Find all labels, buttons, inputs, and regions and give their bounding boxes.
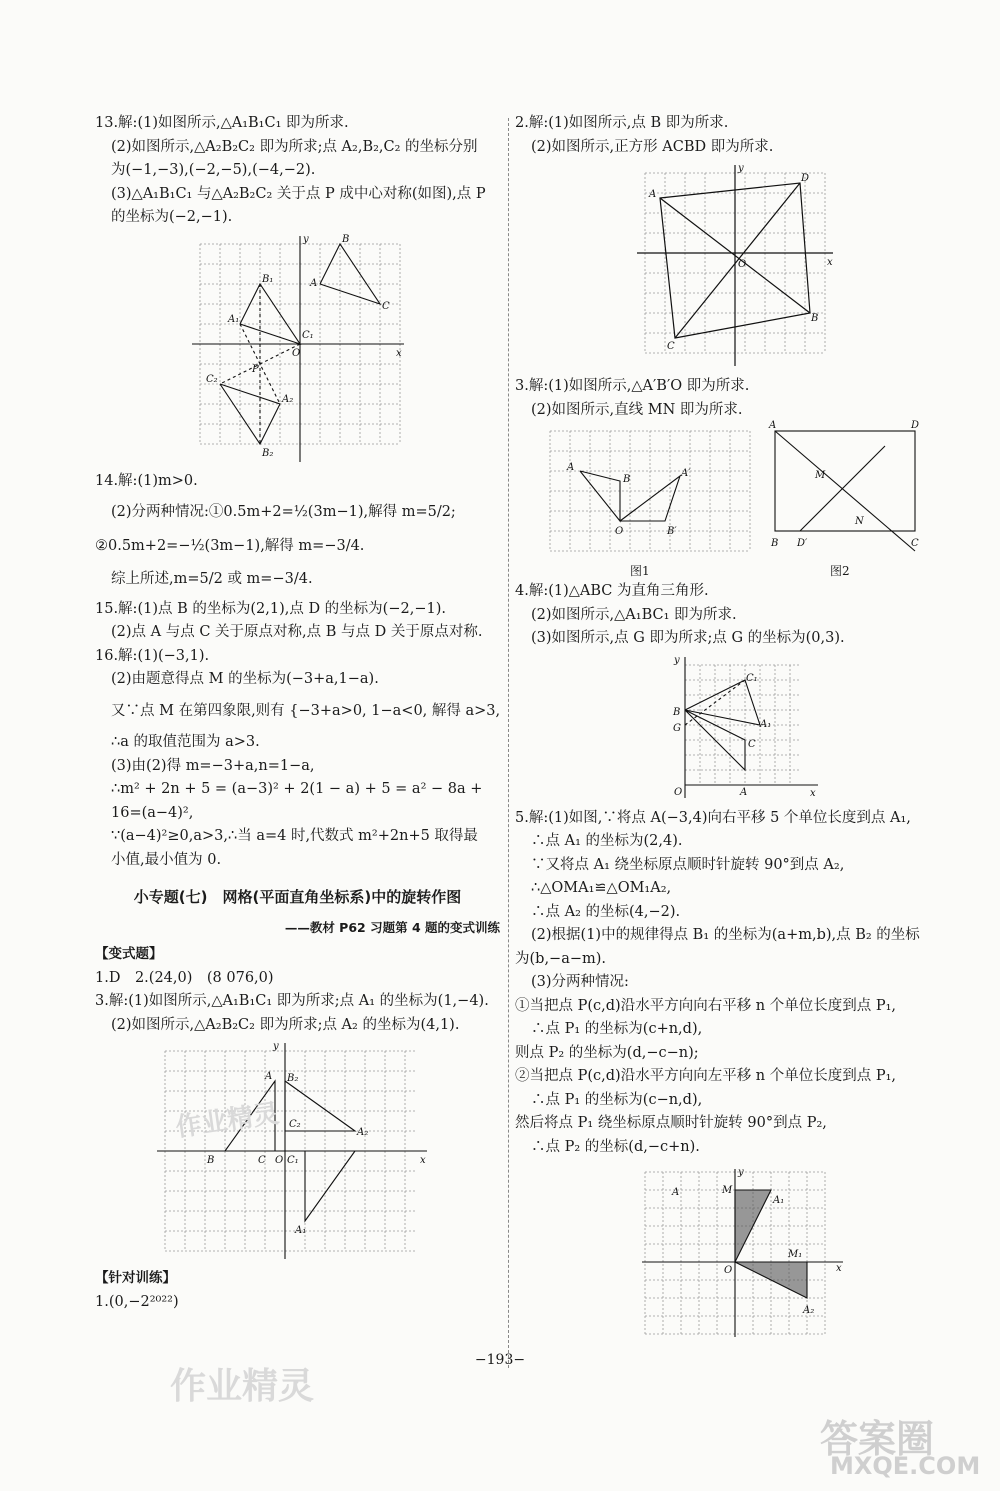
svg-text:A₂: A₂ <box>357 1127 369 1138</box>
svg-text:O: O <box>292 347 301 359</box>
r5-line-5: ∴点 A₂ 的坐标(4,−2). <box>531 903 681 920</box>
r5-line-13: ∴点 P₁ 的坐标为(c−n,d), <box>531 1091 703 1108</box>
r5-figure <box>640 1167 925 1342</box>
svg-text:O: O <box>275 1155 284 1166</box>
r2-figure <box>635 163 925 371</box>
svg-text:O: O <box>615 526 624 537</box>
svg-text:C₁: C₁ <box>287 1155 299 1166</box>
r3-line-2: (2)如图所示,直线 MN 即为所求. <box>531 401 743 418</box>
svg-text:x: x <box>836 1263 842 1274</box>
variant-line-1: 1.D 2.(24,0) (8 076,0) <box>95 969 274 986</box>
right-column <box>515 112 925 1346</box>
svg-text:D′: D′ <box>797 538 808 549</box>
svg-text:O: O <box>674 786 683 798</box>
q16-line-5: (3)由(2)得 m=−3+a,n=1−a, <box>111 757 315 774</box>
svg-text:y: y <box>738 1167 744 1178</box>
r5-line-14: 然后将点 P₁ 绕坐标原点顺时针旋转 90°到点 P₂, <box>515 1115 827 1131</box>
r4-figure <box>670 655 925 803</box>
q15-line-2: (2)点 A 与点 C 关于原点对称,点 B 与点 D 关于原点对称. <box>111 624 483 640</box>
svg-text:A₁: A₁ <box>228 313 240 325</box>
q13-line-5: 的坐标为(−2,−1). <box>111 209 233 225</box>
r5-line-9: ①当把点 P(c,d)沿水平方向向右平移 n 个单位长度到点 P₁, <box>515 997 897 1014</box>
svg-text:O: O <box>724 1265 733 1276</box>
tag-training: 【针对训练】 <box>95 1270 176 1286</box>
r5-line-7: 为(b,−a−m). <box>515 950 607 967</box>
svg-text:x: x <box>810 787 816 799</box>
svg-text:A₂: A₂ <box>803 1305 815 1316</box>
svg-text:B: B <box>623 474 631 485</box>
svg-text:x: x <box>420 1155 426 1166</box>
section-subtitle: ——教材 P62 习题第 4 题的变式训练 <box>284 919 500 935</box>
watermark-url: MXQE.COM <box>830 1452 981 1480</box>
column-divider <box>508 118 509 1368</box>
q14-line-2: (2)分两种情况:①0.5m+2=½(3m−1),解得 m=5/2; <box>111 504 456 520</box>
svg-text:M₁: M₁ <box>788 1249 803 1260</box>
r5-line-12: ②当把点 P(c,d)沿水平方向向左平移 n 个单位长度到点 P₁, <box>515 1068 897 1084</box>
svg-text:C: C <box>748 738 756 750</box>
svg-text:B: B <box>673 706 681 718</box>
svg-text:A₁: A₁ <box>760 718 772 730</box>
svg-text:B: B <box>342 233 350 245</box>
r5-line-1: 5.解:(1)如图,∵将点 A(−3,4)向右平移 5 个单位长度到点 A₁, <box>515 809 911 826</box>
svg-text:O: O <box>738 259 747 270</box>
q14-line-1: 14.解:(1)m>0. <box>95 472 198 489</box>
svg-text:C₂: C₂ <box>206 373 218 385</box>
r5-line-6: (2)根据(1)中的规律得点 B₁ 的坐标为(a+m,b),点 B₂ 的坐标 <box>531 927 920 943</box>
svg-text:y: y <box>674 654 680 666</box>
page-number: −193− <box>474 1352 526 1368</box>
q13-line-4: (3)△A₁B₁C₁ 与△A₂B₂C₂ 关于点 P 成中心对称(如图),点 P <box>111 185 486 202</box>
svg-text:P: P <box>252 363 259 375</box>
q13-line-2: (2)如图所示,△A₂B₂C₂ 即为所求;点 A₂,B₂,C₂ 的坐标分别 <box>111 138 478 155</box>
r5-line-2: ∴点 A₁ 的坐标为(2,4). <box>531 833 683 849</box>
svg-text:C: C <box>258 1155 266 1166</box>
svg-text:A: A <box>769 420 777 431</box>
svg-text:C: C <box>667 341 675 352</box>
svg-text:B: B <box>771 538 779 549</box>
svg-text:D: D <box>911 420 920 431</box>
q16-line-8: ∵(a−4)²≥0,a>3,∴当 a=4 时,代数式 m²+2n+5 取得最 <box>111 828 478 844</box>
svg-text:A₁: A₁ <box>773 1195 785 1206</box>
r3-figures <box>545 420 925 578</box>
r2-line-1: 2.解:(1)如图所示,点 B 即为所求. <box>515 115 729 131</box>
svg-text:M: M <box>815 470 826 481</box>
q13-figure <box>190 234 500 466</box>
svg-text:A: A <box>649 189 657 200</box>
svg-text:B: B <box>207 1155 215 1166</box>
svg-text:A: A <box>310 277 318 289</box>
q15-line-1: 15.解:(1)点 B 的坐标为(2,1),点 D 的坐标为(−2,−1). <box>95 600 446 617</box>
r5-line-15: ∴点 P₂ 的坐标(d,−c+n). <box>531 1138 700 1155</box>
q14-line-3: ②0.5m+2=−½(3m−1),解得 m=−3/4. <box>95 537 365 554</box>
svg-text:M: M <box>722 1185 733 1196</box>
r4-line-3: (3)如图所示,点 G 即为所求;点 G 的坐标为(0,3). <box>531 630 845 646</box>
svg-text:C: C <box>911 538 919 549</box>
svg-text:C₂: C₂ <box>289 1119 301 1130</box>
left-column <box>95 112 500 1314</box>
tag-variant: 【变式题】 <box>95 946 163 962</box>
svg-text:C: C <box>382 300 390 312</box>
svg-text:D: D <box>801 173 810 184</box>
svg-text:A: A <box>567 462 575 473</box>
q14-line-4: 综上所述,m=5/2 或 m=−3/4. <box>111 571 313 587</box>
svg-text:y: y <box>273 1041 279 1052</box>
q13-line-3: 为(−1,−3),(−2,−5),(−4,−2). <box>111 162 316 178</box>
r5-line-8: (3)分两种情况: <box>531 974 629 990</box>
svg-text:C₁: C₁ <box>746 672 758 684</box>
svg-text:B₂: B₂ <box>262 447 274 459</box>
q16-line-4: ∴a 的取值范围为 a>3. <box>111 734 260 750</box>
svg-text:y: y <box>738 163 744 174</box>
section-title: 小专题(七) 网格(平面直角坐标系)中的旋转作图 <box>133 888 462 906</box>
svg-text:A: A <box>672 1187 680 1198</box>
fig2-caption: 图2 <box>830 564 850 578</box>
watermark-corner: 答案圈 <box>820 1417 935 1461</box>
svg-text:G: G <box>673 722 681 734</box>
fig1-caption: 图1 <box>630 564 650 578</box>
r5-line-11: 则点 P₂ 的坐标为(d,−c−n); <box>515 1044 699 1061</box>
watermark-bottom: 作业精灵 <box>170 1366 315 1407</box>
q16-line-7: 16=(a−4)², <box>111 804 194 821</box>
svg-text:B: B <box>811 313 819 324</box>
variant-line-2: 3.解:(1)如图所示,△A₁B₁C₁ 即为所求;点 A₁ 的坐标为(1,−4). <box>95 993 489 1009</box>
svg-text:A′: A′ <box>681 468 691 479</box>
r5-line-3: ∵又将点 A₁ 绕坐标原点顺时针旋转 90°到点 A₂, <box>531 856 845 873</box>
variant-line-3: (2)如图所示,△A₂B₂C₂ 即为所求;点 A₂ 的坐标为(4,1). <box>111 1016 460 1033</box>
r4-line-2: (2)如图所示,△A₁BC₁ 即为所求. <box>531 606 737 623</box>
q16-line-2: (2)由题意得点 M 的坐标为(−3+a,1−a). <box>111 671 379 687</box>
variant-figure <box>155 1041 500 1263</box>
q16-line-3: 又∵点 M 在第四象限,则有 {−3+a>0, 1−a<0, 解得 a>3, <box>111 702 501 719</box>
svg-text:N: N <box>855 516 864 527</box>
r4-line-1: 4.解:(1)△ABC 为直角三角形. <box>515 583 709 599</box>
svg-text:x: x <box>396 347 402 359</box>
r2-line-2: (2)如图所示,正方形 ACBD 即为所求. <box>531 138 774 155</box>
watermark-top: 作业精灵 <box>173 1098 281 1144</box>
r5-line-4: ∴△OMA₁≌△OM₁A₂, <box>531 880 672 896</box>
svg-text:A₁: A₁ <box>295 1225 307 1236</box>
svg-text:y: y <box>303 233 309 245</box>
svg-text:B′: B′ <box>667 526 677 537</box>
q16-line-6: ∴m² + 2n + 5 = (a−3)² + 2(1 − a) + 5 = a² − 8a + <box>111 781 483 797</box>
q13-line-1: 13.解:(1)如图所示,△A₁B₁C₁ 即为所求. <box>95 115 349 131</box>
svg-text:C₁: C₁ <box>302 329 314 341</box>
training-line-1: 1.(0,−2²⁰²²) <box>95 1293 179 1310</box>
r5-line-10: ∴点 P₁ 的坐标为(c+n,d), <box>531 1021 703 1037</box>
q16-line-9: 小值,最小值为 0. <box>111 851 222 868</box>
svg-text:A: A <box>740 786 748 798</box>
svg-text:B₁: B₁ <box>262 273 274 285</box>
svg-text:x: x <box>827 257 833 268</box>
svg-text:A₂: A₂ <box>282 393 294 405</box>
q16-line-1: 16.解:(1)(−3,1). <box>95 647 210 664</box>
svg-text:B₂: B₂ <box>287 1073 299 1084</box>
r3-line-1: 3.解:(1)如图所示,△A′B′O 即为所求. <box>515 378 750 394</box>
svg-text:A: A <box>265 1071 273 1082</box>
